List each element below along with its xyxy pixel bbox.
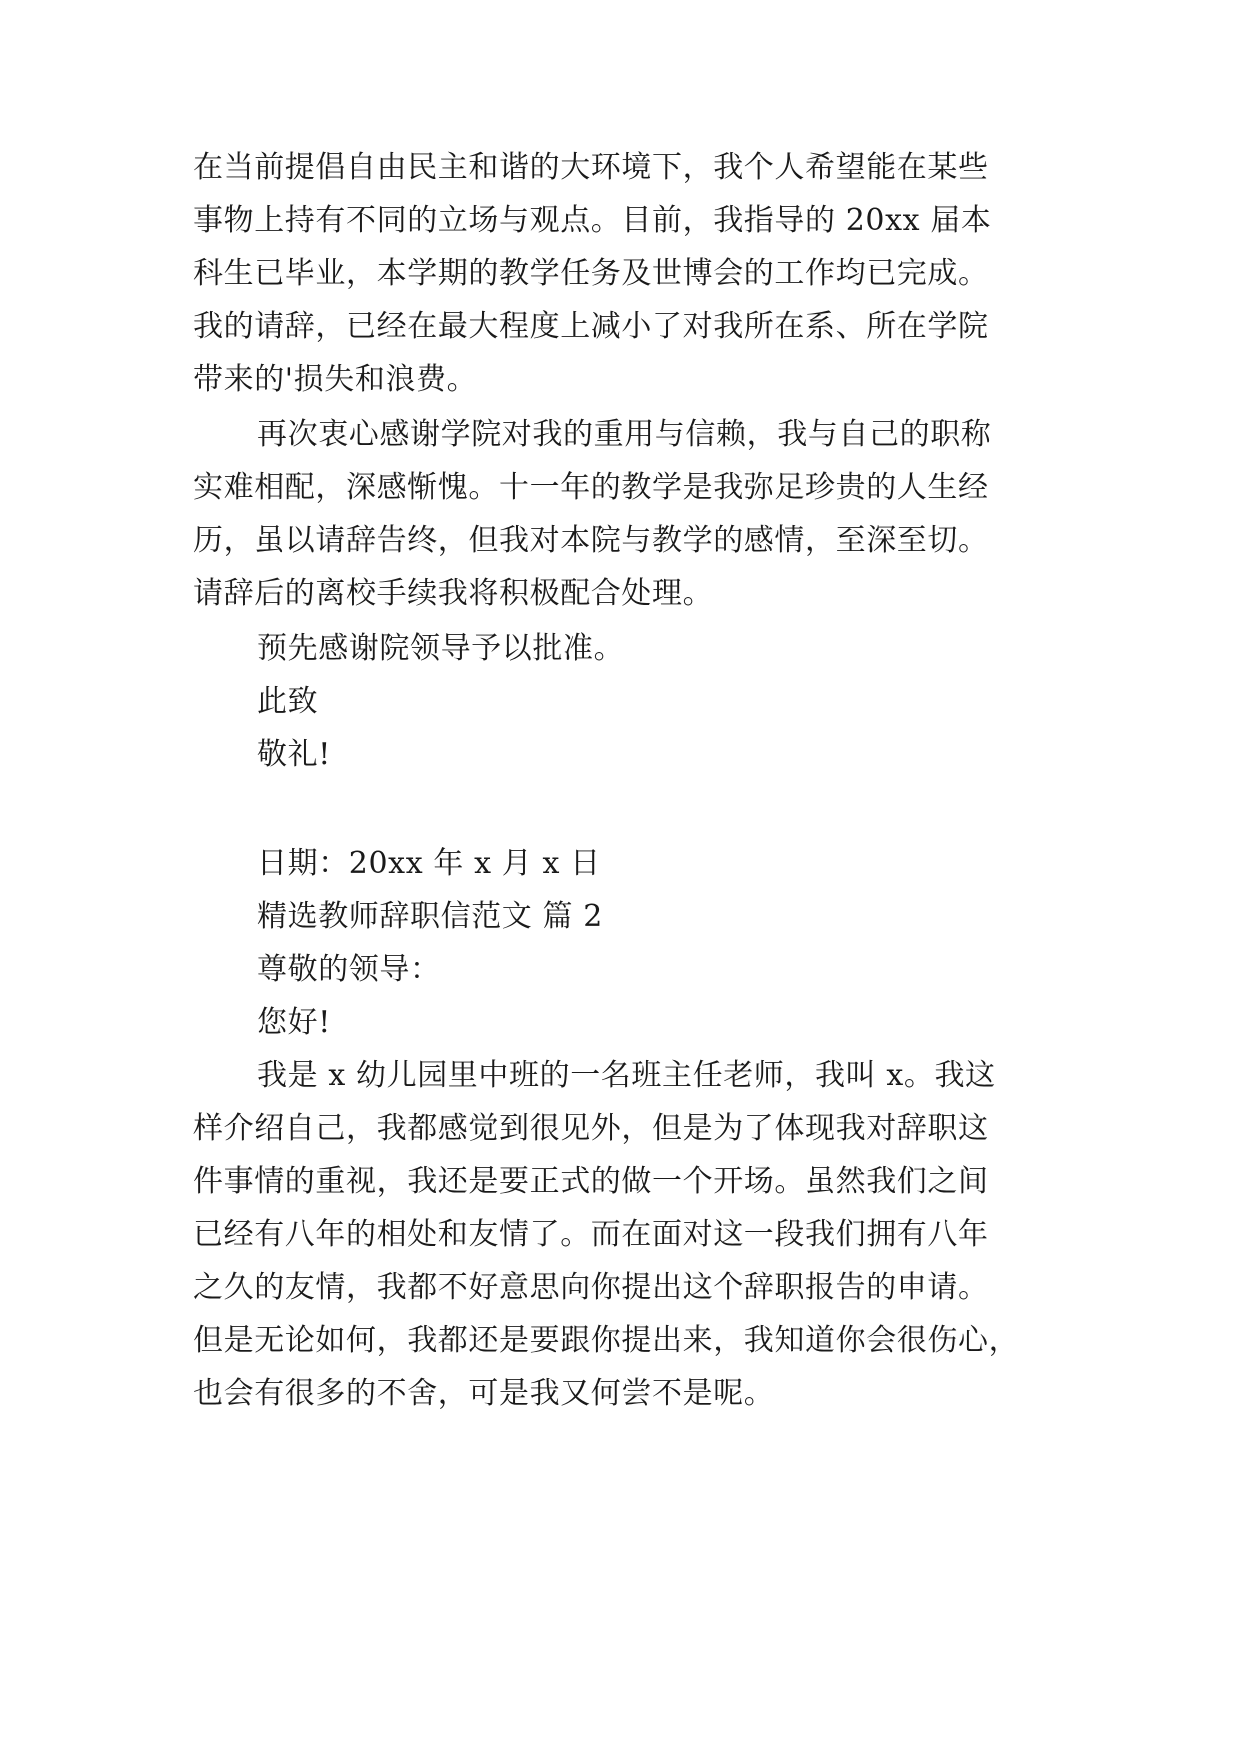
- paragraph-line: 样介绍自己，我都感觉到很见外，但是为了体现我对辞职这: [193, 1111, 989, 1146]
- paragraph-line: 我的请辞，已经在最大程度上减小了对我所在系、所在学院: [193, 309, 989, 344]
- paragraph-line: 已经有八年的相处和友情了。而在面对这一段我们拥有八年: [193, 1217, 989, 1252]
- section-title: 精选教师辞职信范文 篇 2: [257, 899, 603, 934]
- paragraph-line: 历，虽以请辞告终，但我对本院与教学的感情，至深至切。: [193, 523, 989, 558]
- paragraph-line: 请辞后的离校手续我将积极配合处理。: [193, 576, 714, 611]
- paragraph-line: 但是无论如何，我都还是要跟你提出来，我知道你会很伤心，: [193, 1323, 1020, 1358]
- greeting-line: 尊敬的领导：: [257, 952, 441, 987]
- paragraph-line: 我是 x 幼儿园里中班的一名班主任老师，我叫 x。我这: [257, 1058, 996, 1093]
- paragraph-line: 带来的'损失和浪费。: [193, 362, 478, 397]
- paragraph-line: 实难相配，深感惭愧。十一年的教学是我弥足珍贵的人生经: [193, 470, 989, 505]
- paragraph-line: 事物上持有不同的立场与观点。目前，我指导的 20xx 届本: [193, 203, 992, 238]
- paragraph-line: 件事情的重视，我还是要正式的做一个开场。虽然我们之间: [193, 1164, 989, 1199]
- closing-regards: 敬礼!: [257, 737, 331, 772]
- paragraph-line: 之久的友情，我都不好意思向你提出这个辞职报告的申请。: [193, 1270, 989, 1305]
- greeting-line: 您好!: [257, 1005, 331, 1040]
- date-line: 日期：20xx 年 x 月 x 日: [257, 846, 601, 881]
- paragraph-line: 再次衷心感谢学院对我的重用与信赖，我与自己的职称: [257, 417, 992, 452]
- closing-salutation: 此致: [257, 684, 319, 719]
- paragraph-line: 也会有很多的不舍，可是我又何尝不是呢。: [193, 1376, 775, 1411]
- paragraph-line: 在当前提倡自由民主和谐的大环境下，我个人希望能在某些: [193, 150, 989, 185]
- paragraph-line: 科生已毕业，本学期的教学任务及世博会的工作均已完成。: [193, 256, 989, 291]
- closing-thanks: 预先感谢院领导予以批准。: [257, 631, 625, 666]
